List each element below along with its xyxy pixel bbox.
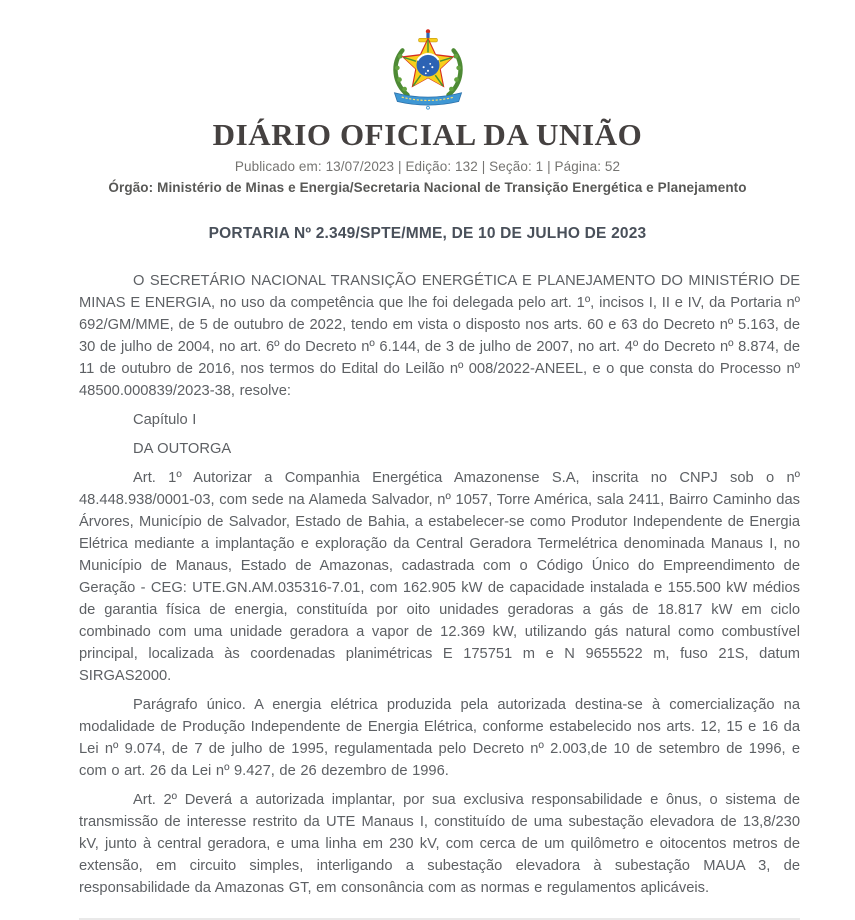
act-chapter-label: Capítulo I (133, 412, 197, 429)
act-paragraph-preamble: O SECRETÁRIO NACIONAL TRANSIÇÃO ENERGÉTICA E PLANEJAMENTO DO MINISTÉRIO DE MINAS E ENERGIA, no uso da competência que lhe foi delegada pelo art. 1º, incisos I, II e IV, da Portaria nº 692/GM/MME, de 5 de outubro de 2022, tendo em vista o disposto nos arts. 60 e 63 do Decreto nº 5.163, de 30 de julho de 2004, no art. 6º do Decreto nº 6.144, de 3 de julho de 2007, no art. 4º do Decreto nº 8.874, de 11 de outubro de 2016, nos termos do Edital do Leilão nº 008/2022-ANEEL, e o que consta do Processo nº 48500.000839/2023-38, resolve: (79, 273, 800, 400)
act-section-label: DA OUTORGA (133, 441, 232, 458)
brazil-coat-of-arms-icon (383, 27, 473, 111)
organ-info: Órgão: Ministério de Minas e Energia/Secretaria Nacional de Transição Energética e Planejamento (108, 180, 747, 196)
act-body (79, 270, 800, 899)
gazette-title: DIÁRIO OFICIAL DA UNIÃO (212, 117, 643, 152)
act-paragraph-art2: Art. 2º Deverá a autorizada implantar, por sua exclusiva responsabilidade e ônus, o sistema de transmissão de interesse restrito da UTE Manaus I, constituído de uma subestação elevadora de 13,8/230 kV, junto à central geradora, e uma linha em 230 kV, com cerca de um quilômetro e oitocentos metros de extensão, em circuito simples, interligando a subestação elevadora à subestação MAUA 3, de responsabilidade da Amazonas GT, em consonância com as normas e regulamentos aplicáveis. (79, 792, 800, 897)
masthead (0, 27, 855, 195)
act-heading: PORTARIA Nº 2.349/SPTE/MME, DE 10 DE JULHO DE 2023 (208, 225, 647, 243)
act-paragraph-art1: Art. 1º Autorizar a Companhia Energética Amazonense S.A, inscrita no CNPJ sob o nº 48.448.938/0001-03, com sede na Alameda Salvador, nº 1057, Torre América, sala 2411, Bairro Caminho das Árvores, Município de Salvador, Estado de Bahia, a estabelecer-se como Produtor Independente de Energia Elétrica mediante a implantação e exploração da Central Geradora Termelétrica denominada Manaus I, no Município de Manaus, Estado de Amazonas, cadastrada com o Código Único do Empreendimento de Geração - CEG: UTE.GN.AM.035316-7.01, com 162.905 kW de capacidade instalada e 155.500 kW médios de garantia física de energia, constituída por oito unidades geradoras a gás de 18.817 kW em ciclo combinado com uma unidade geradora a vapor de 12.369 kW, utilizando gás natural como combustível principal, localizada às coordenadas planimétricas E 175751 m e N 9655522 m, fuso 21S, datum SIRGAS2000. (79, 470, 800, 685)
publication-info: Publicado em: 13/07/2023 | Edição: 132 | Seção: 1 | Página: 52 (234, 159, 621, 175)
gazette-page (0, 27, 855, 920)
act-paragraph-paragrafo-unico: Parágrafo único. A energia elétrica produzida pela autorizada destina-se à comercialização na modalidade de Produção Independente de Energia Elétrica, conforme estabelecido nos arts. 12, 15 e 16 da Lei nº 9.074, de 7 de julho de 1995, regulamentada pelo Decreto nº 2.003,de 10 de setembro de 1996, e com o art. 26 da Lei nº 9.427, de 26 dezembro de 1996. (79, 697, 800, 780)
